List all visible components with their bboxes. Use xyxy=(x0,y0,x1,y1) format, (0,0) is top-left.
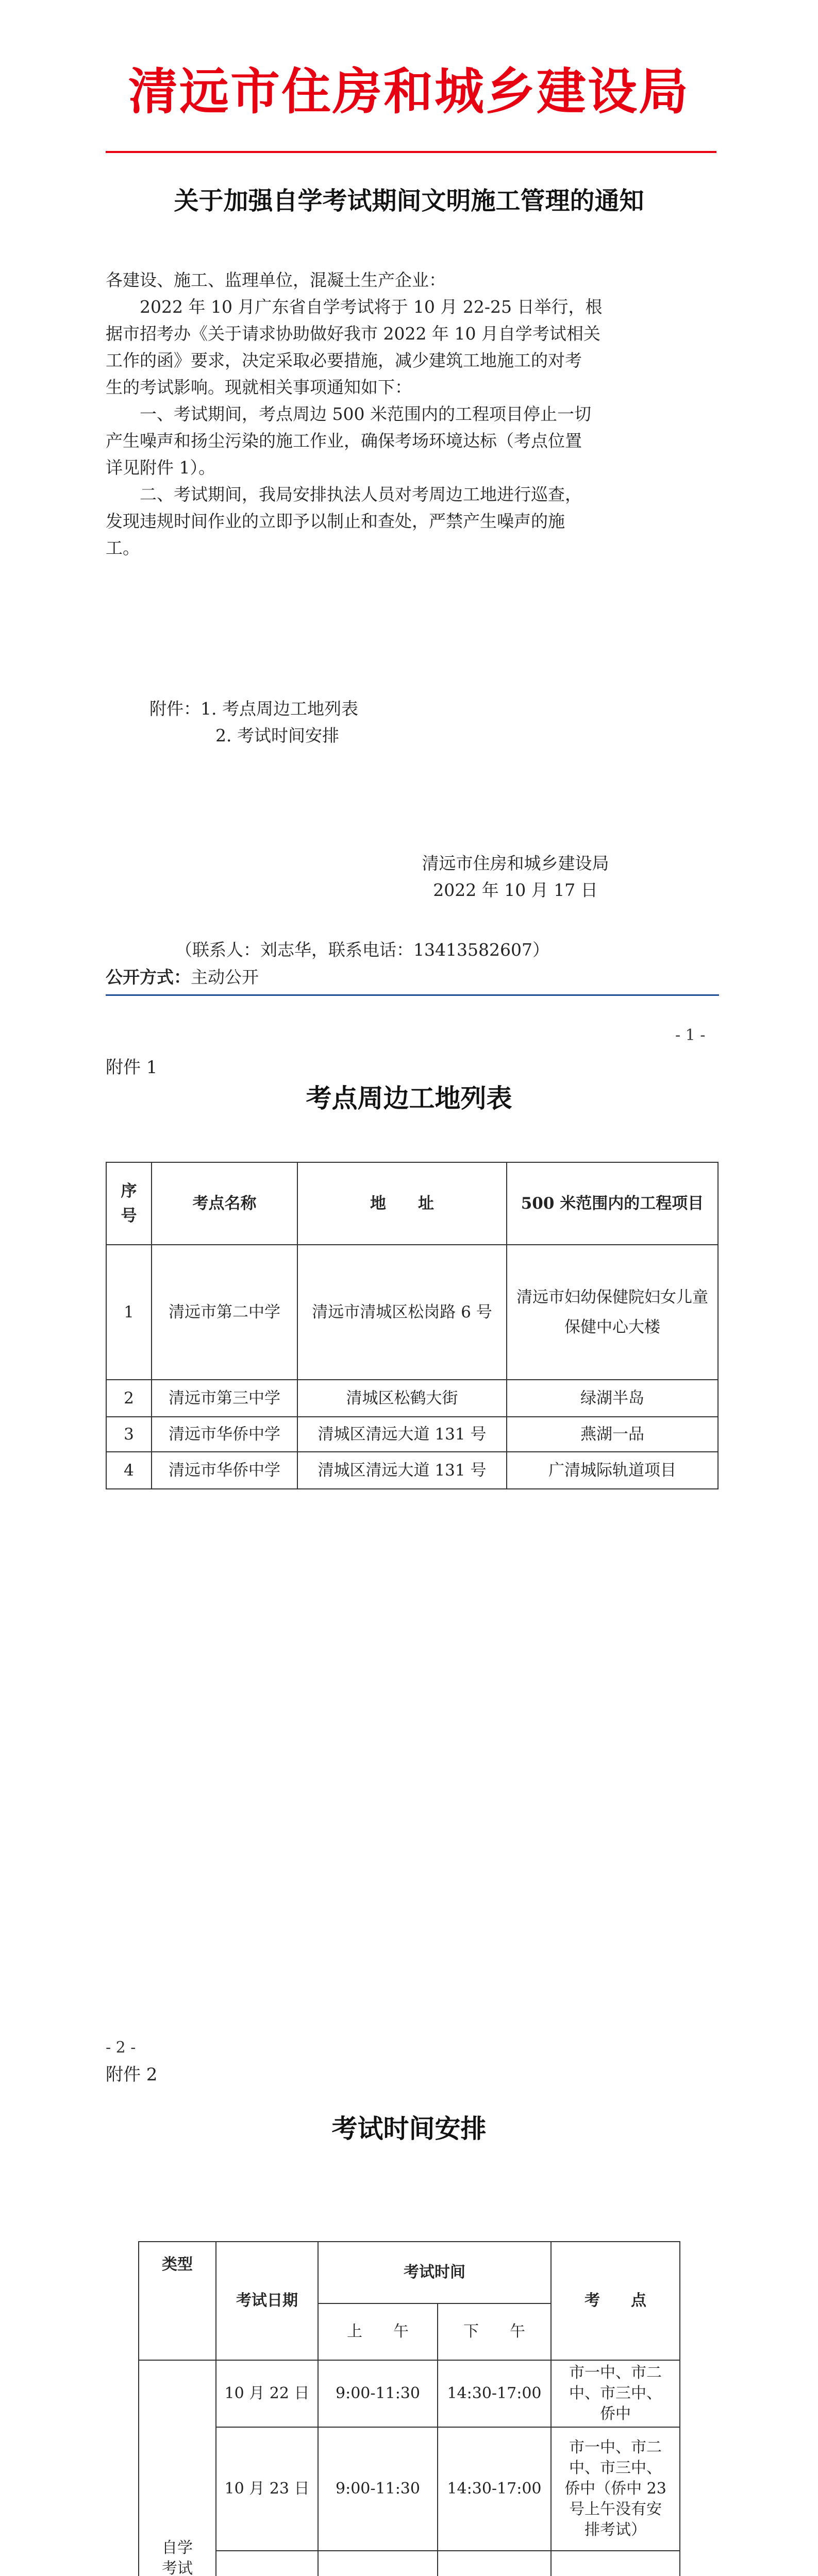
para1-line3: 工作的函》要求，决定采取必要措施，减少建筑工地施工的对考 xyxy=(106,350,582,370)
attachment2-title: 考试时间安排 xyxy=(331,2113,487,2144)
header-morning: 上 午 xyxy=(318,2303,438,2360)
notice-body xyxy=(106,267,719,562)
table-header-row xyxy=(106,1162,718,1245)
salutation: 各建设、施工、监理单位，混凝土生产企业： xyxy=(106,270,446,290)
header-afternoon: 下 午 xyxy=(438,2303,551,2360)
type-cell xyxy=(139,2360,216,2576)
header-seq-top: 序 xyxy=(121,1182,137,1200)
type-line-1: 自学 xyxy=(162,2539,193,2557)
publish-value: 主动公开 xyxy=(191,967,259,987)
attachment-2-line: 2. 考试时间安排 xyxy=(215,725,339,745)
contact-info: （联系人：刘志华，联系电话：13413582607） xyxy=(175,940,549,960)
schedule-table xyxy=(138,2241,680,2576)
cell-afternoon: 14:30-17:00 xyxy=(438,2427,551,2551)
type-line-2: 考试 xyxy=(162,2560,193,2576)
para3-line1: 二、考试期间，我局安排执法人员对考周边工地进行巡查， xyxy=(140,484,582,504)
cell-morning xyxy=(318,2551,438,2576)
header-type: 类型 xyxy=(139,2242,216,2360)
cell-address: 清城区清远大道 131 号 xyxy=(297,1452,507,1489)
attachments-label: 附件：1. 考点周边工地列表 xyxy=(149,699,358,719)
cell-venue xyxy=(551,2427,680,2551)
venue-line: 市一中、市二 xyxy=(569,2364,662,2382)
venue-line: 排考试） xyxy=(585,2521,646,2539)
para3-line2: 发现违规时间作业的立即予以制止和查处，严禁产生噪声的施 xyxy=(106,511,565,531)
para2-line3: 详见附件 1）。 xyxy=(106,457,215,478)
cell-date xyxy=(216,2551,318,2576)
table-row xyxy=(106,1380,718,1417)
cell-name: 清远市华侨中学 xyxy=(152,1452,297,1489)
red-divider xyxy=(106,151,716,153)
header-date: 考试日期 xyxy=(216,2242,318,2360)
table-row xyxy=(106,1452,718,1489)
cell-address: 清远市清城区松岗路 6 号 xyxy=(297,1245,507,1380)
site-list-table xyxy=(106,1162,719,1489)
signature-org: 清远市住房和城乡建设局 xyxy=(422,853,609,873)
header-address: 地 址 xyxy=(297,1162,507,1245)
schedule-row xyxy=(139,2427,680,2551)
schedule-header-row xyxy=(139,2242,680,2303)
cell-name: 清远市第二中学 xyxy=(152,1245,297,1380)
agency-header-title: 清远市住房和城乡建设局 xyxy=(128,62,690,121)
header-time: 考试时间 xyxy=(318,2242,551,2303)
cell-seq: 2 xyxy=(106,1380,152,1417)
signature-date: 2022 年 10 月 17 日 xyxy=(433,880,598,900)
para1-line1: 2022 年 10 月广东省自学考试将于 10 月 22-25 日举行，根 xyxy=(140,297,603,317)
para1-line2: 据市招考办《关于请求协助做好我市 2022 年 10 月自学考试相关 xyxy=(106,324,600,344)
cell-venue xyxy=(551,2360,680,2427)
cell-seq: 3 xyxy=(106,1417,152,1452)
header-venue: 考 点 xyxy=(551,2242,680,2360)
cell-afternoon xyxy=(438,2551,551,2576)
table-row xyxy=(106,1417,718,1452)
header-name: 考点名称 xyxy=(152,1162,297,1245)
cell-venue xyxy=(551,2551,680,2576)
venue-line: 号上午没有安 xyxy=(569,2500,662,2518)
venue-line: 侨中 xyxy=(600,2405,631,2423)
cell-date: 10 月 22 日 xyxy=(216,2360,318,2427)
cell-name: 清远市第三中学 xyxy=(152,1380,297,1417)
attachment2-label: 附件 2 xyxy=(106,2064,158,2085)
page-number-1: - 1 - xyxy=(675,1026,706,1044)
venue-line: 市一中、市二 xyxy=(569,2438,662,2456)
venue-line: 中、市三中、 xyxy=(569,2459,662,2477)
publish-mode xyxy=(106,966,259,989)
header-project: 500 米范围内的工程项目 xyxy=(507,1162,718,1245)
cell-project: 燕湖一品 xyxy=(507,1417,718,1452)
cell-seq: 1 xyxy=(106,1245,152,1380)
cell-address: 清城区清远大道 131 号 xyxy=(297,1417,507,1452)
cell-afternoon: 14:30-17:00 xyxy=(438,2360,551,2427)
notice-title: 关于加强自学考试期间文明施工管理的通知 xyxy=(174,187,644,215)
cell-project: 广清城际轨道项目 xyxy=(507,1452,718,1489)
schedule-row xyxy=(139,2551,680,2576)
para1-line4: 生的考试影响。现就相关事项通知如下： xyxy=(106,377,412,397)
venue-line: 中、市三中、 xyxy=(569,2384,662,2402)
page-number-2: - 2 - xyxy=(106,2039,136,2057)
publish-label: 公开方式： xyxy=(106,967,191,987)
attachment1-title: 考点周边工地列表 xyxy=(306,1083,512,1113)
para3-line3: 工。 xyxy=(106,538,140,558)
attachment1-label: 附件 1 xyxy=(106,1057,158,1078)
cell-name: 清远市华侨中学 xyxy=(152,1417,297,1452)
cell-date: 10 月 23 日 xyxy=(216,2427,318,2551)
cell-morning: 9:00-11:30 xyxy=(318,2360,438,2427)
venue-line: 侨中（侨中 23 xyxy=(564,2480,666,2498)
blue-divider xyxy=(106,994,719,996)
cell-project: 绿湖半岛 xyxy=(507,1380,718,1417)
header-seq-bottom: 号 xyxy=(121,1207,137,1225)
cell-address: 清城区松鹤大街 xyxy=(297,1380,507,1417)
para2-line2: 产生噪声和扬尘污染的施工作业，确保考场环境达标（考点位置 xyxy=(106,431,582,451)
schedule-row xyxy=(139,2360,680,2427)
cell-project: 清远市妇幼保健院妇女儿童保健中心大楼 xyxy=(507,1245,718,1380)
para2-line1: 一、考试期间，考点周边 500 米范围内的工程项目停止一切 xyxy=(140,404,591,424)
header-seq xyxy=(106,1162,152,1245)
table-row xyxy=(106,1245,718,1380)
cell-seq: 4 xyxy=(106,1452,152,1489)
cell-morning: 9:00-11:30 xyxy=(318,2427,438,2551)
